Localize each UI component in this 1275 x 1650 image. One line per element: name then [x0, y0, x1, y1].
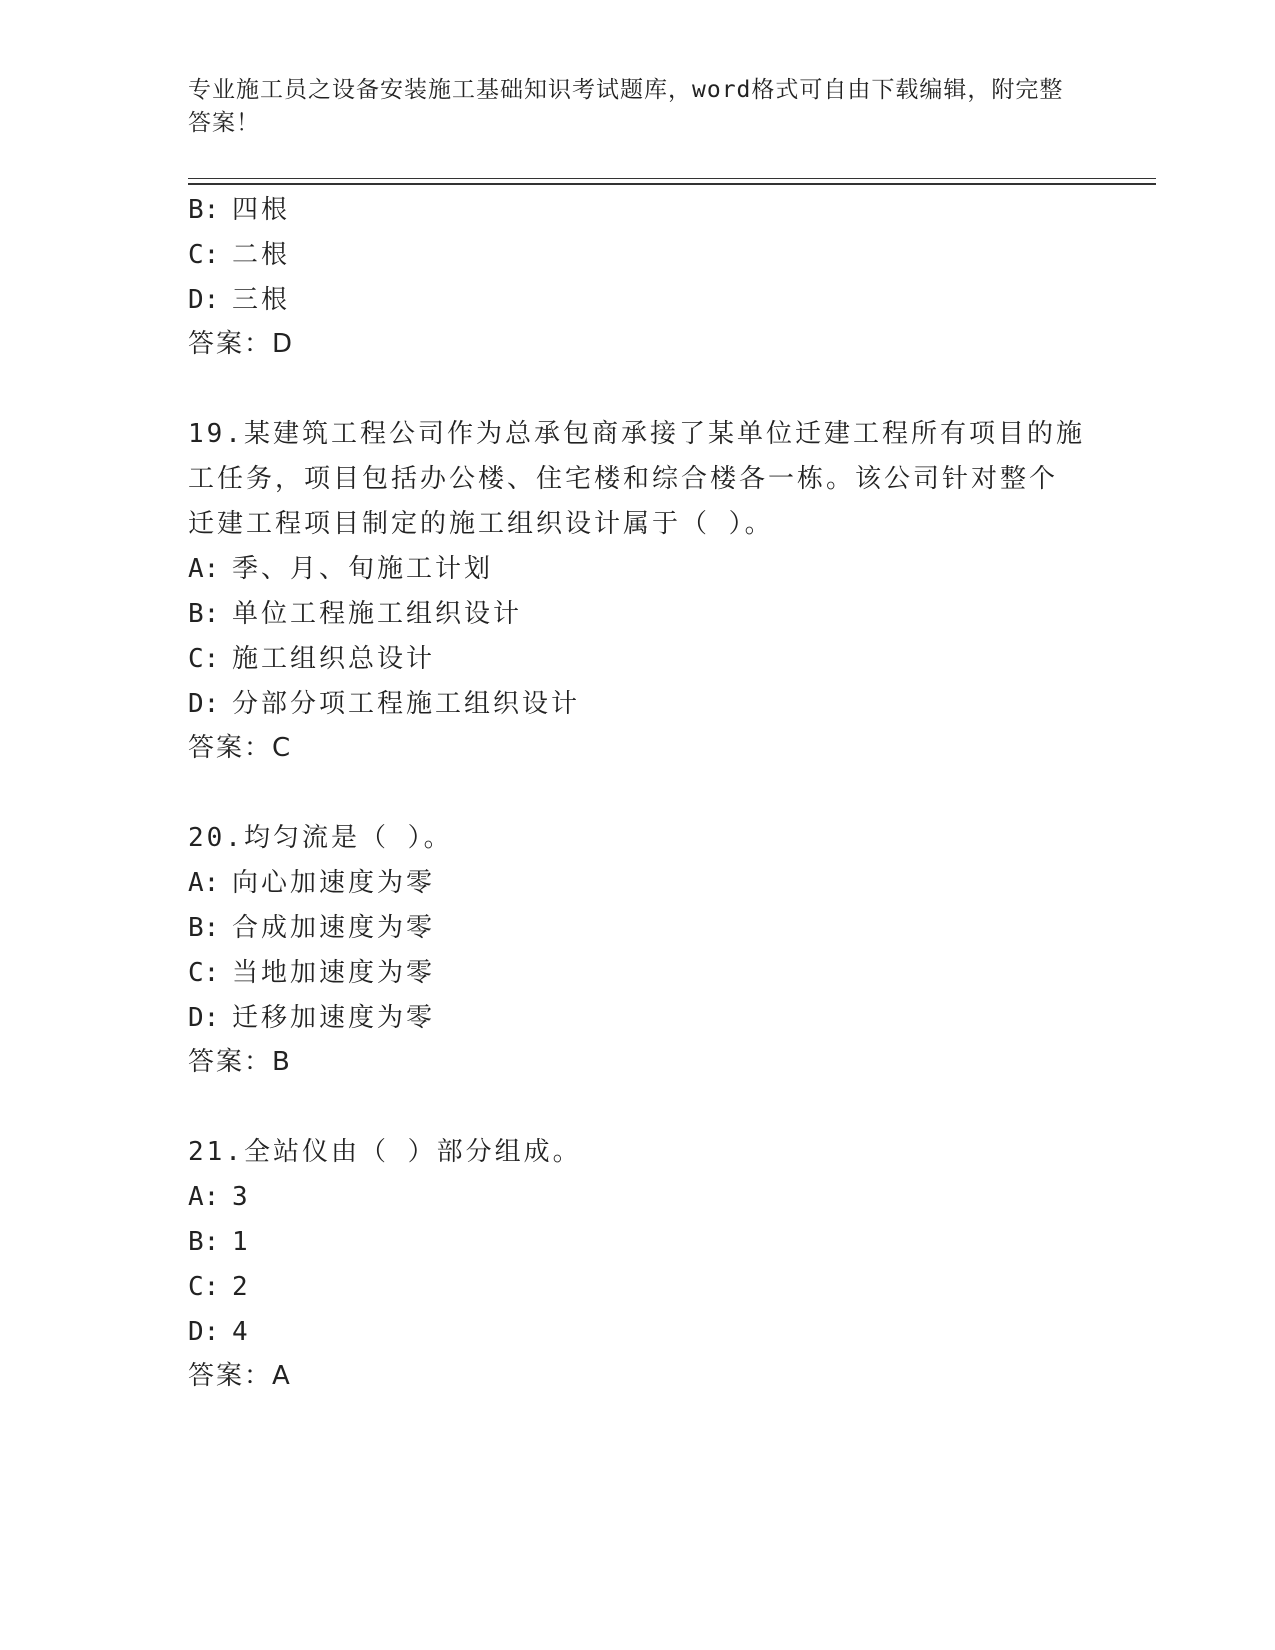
question-21-option-b: B: 1 — [188, 1227, 251, 1257]
question-19-option-c: C: 施工组织总设计 — [188, 644, 436, 674]
option-c: C: 二根 — [188, 240, 291, 270]
header-divider-thin — [188, 178, 1156, 179]
question-20-option-a: A: 向心加速度为零 — [188, 868, 436, 898]
question-19-stem-line-1: 19.某建筑工程公司作为总承包商承接了某单位迁建工程所有项目的施 — [188, 419, 1085, 449]
header-divider-thick — [188, 183, 1156, 185]
question-19-option-b: B: 单位工程施工组织设计 — [188, 599, 523, 629]
question-21-answer: 答案：A — [188, 1361, 292, 1391]
question-20-option-d: D: 迁移加速度为零 — [188, 1003, 436, 1033]
question-19-answer: 答案：C — [188, 733, 293, 763]
question-20-stem: 20.均匀流是（ ）。 — [188, 823, 453, 853]
question-20-answer: 答案：B — [188, 1047, 292, 1077]
question-21-option-a: A: 3 — [188, 1182, 251, 1212]
question-21-stem: 21.全站仪由（ ）部分组成。 — [188, 1137, 582, 1167]
question-20-option-b: B: 合成加速度为零 — [188, 913, 436, 943]
question-19-option-a: A: 季、月、旬施工计划 — [188, 554, 494, 584]
answer: 答案：D — [188, 329, 295, 359]
document-header: 专业施工员之设备安装施工基础知识考试题库，word格式可自由下载编辑，附完整答案！ — [188, 77, 1064, 136]
question-21-option-d: D: 4 — [188, 1317, 251, 1347]
question-19-stem-line-2: 工任务，项目包括办公楼、住宅楼和综合楼各一栋。该公司针对整个 — [188, 464, 1059, 494]
question-19-stem-line-3: 迁建工程项目制定的施工组织设计属于（ ）。 — [188, 509, 774, 539]
option-d: D: 三根 — [188, 285, 291, 315]
question-20-option-c: C: 当地加速度为零 — [188, 958, 436, 988]
question-21-option-c: C: 2 — [188, 1272, 251, 1302]
question-19-option-d: D: 分部分项工程施工组织设计 — [188, 689, 581, 719]
option-b: B: 四根 — [188, 195, 291, 225]
